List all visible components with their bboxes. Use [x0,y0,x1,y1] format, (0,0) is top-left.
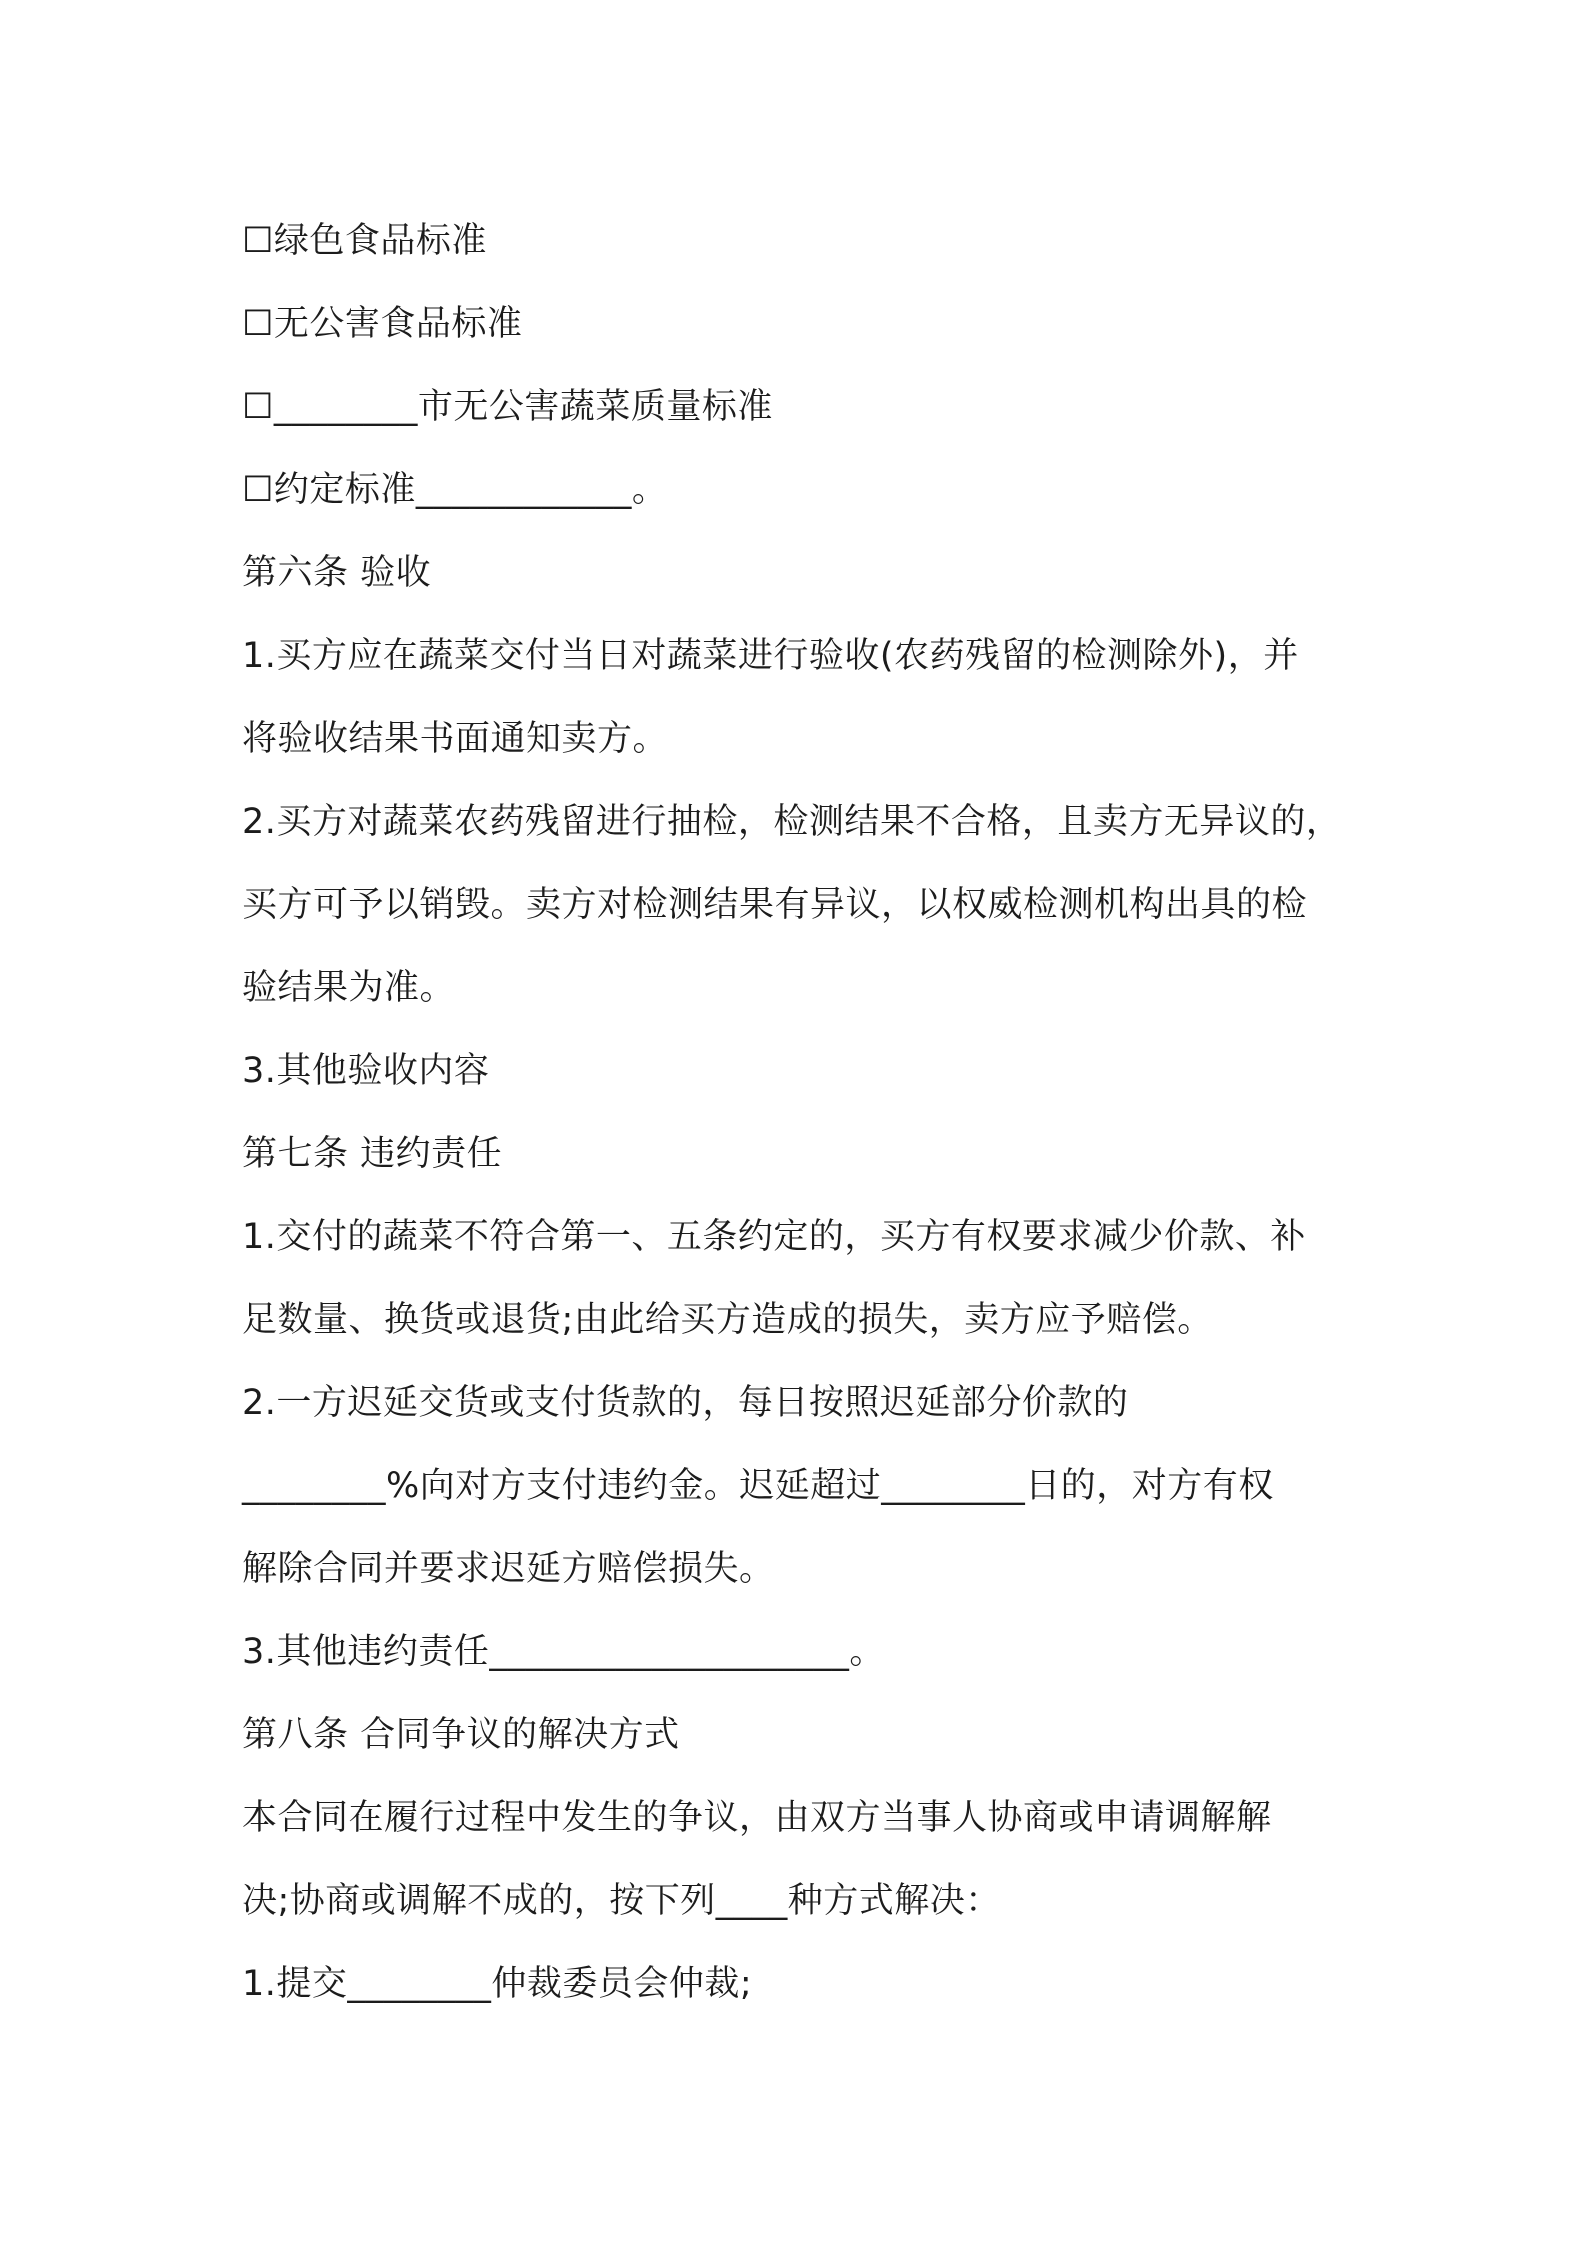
option-city-vegetable-quality-standard: ☐________市无公害蔬菜质量标准 [242,387,773,427]
article-6-clause-1-line-1: 1.买方应在蔬菜交付当日对蔬菜进行验收(农药残留的检测除外)，并 [242,636,1299,676]
article-8-paragraph-line-1: 本合同在履行过程中发生的争议，由双方当事人协商或申请调解解 [242,1798,1272,1838]
option-pollution-free-food-standard: ☐无公害食品标准 [242,304,523,344]
article-6-clause-2-line-3: 验结果为准。 [242,968,456,1008]
article-7-clause-2-line-3: 解除合同并要求迟延方赔偿损失。 [242,1549,775,1589]
article-8-clause-1: 1.提交________仲裁委员会仲裁; [242,1964,753,2004]
article-6-clause-1-line-2: 将验收结果书面通知卖方。 [242,719,669,759]
article-6-clause-2-line-1: 2.买方对蔬菜农药残留进行抽检，检测结果不合格，且卖方无异议的， [242,802,1342,842]
document-body [242,200,1362,2026]
article-7-heading: 第七条 违约责任 [242,1134,503,1174]
article-6-heading: 第六条 验收 [242,553,432,593]
article-8-paragraph-line-2: 决;协商或调解不成的，按下列____种方式解决： [242,1881,1001,1921]
article-7-clause-1-line-1: 1.交付的蔬菜不符合第一、五条约定的，买方有权要求减少价款、补 [242,1217,1306,1257]
article-8-heading: 第八条 合同争议的解决方式 [242,1715,680,1755]
article-7-clause-3: 3.其他违约责任____________________。 [242,1632,885,1672]
article-6-clause-3: 3.其他验收内容 [242,1051,490,1091]
option-agreed-standard: ☐约定标准____________。 [242,470,668,510]
article-7-clause-1-line-2: 足数量、换货或退货;由此给买方造成的损失，卖方应予赔偿。 [242,1300,1213,1340]
article-7-clause-2-line-1: 2.一方迟延交货或支付货款的，每日按照迟延部分价款的 [242,1383,1129,1423]
article-7-clause-2-line-2: ________%向对方支付违约金。迟延超过________日的，对方有权 [242,1466,1274,1506]
article-6-clause-2-line-2: 买方可予以销毁。卖方对检测结果有异议，以权威检测机构出具的检 [242,885,1308,925]
option-green-food-standard: ☐绿色食品标准 [242,221,487,261]
